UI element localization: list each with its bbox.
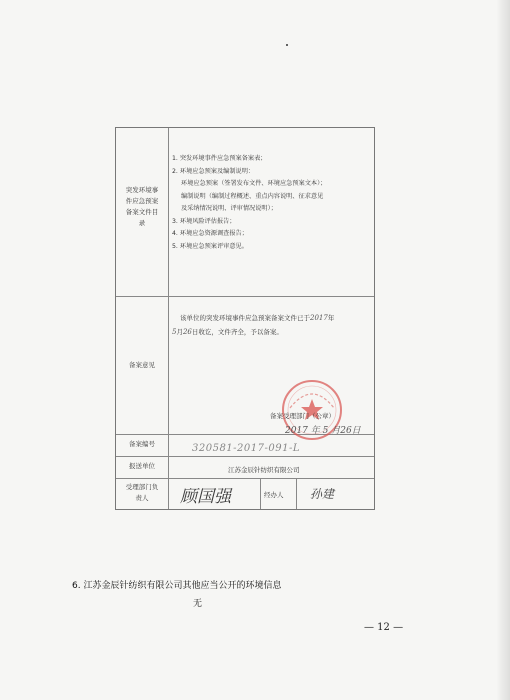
handwritten-year: 2017 bbox=[310, 314, 328, 322]
case-number-handwritten: 320581-2017-091-L bbox=[192, 443, 300, 454]
handler-divider bbox=[260, 478, 261, 509]
handwritten-month: 5 bbox=[172, 328, 177, 336]
label-line: 责人 bbox=[135, 494, 149, 502]
document-item: 4. 环境应急资源调查报告； bbox=[172, 230, 248, 237]
label-line: 受理部门负 bbox=[125, 483, 159, 491]
row-divider bbox=[116, 456, 374, 457]
page-edge-shadow bbox=[496, 0, 510, 700]
responsible-signature: 顾国强 bbox=[180, 487, 231, 507]
row-label-opinion: 备案意见 bbox=[129, 361, 155, 369]
section-heading: 6. 江苏金辰针纺织有限公司其他应当公开的环境信息 bbox=[72, 581, 282, 591]
row-label-responsible bbox=[116, 482, 168, 504]
opinion-text: 日收讫，文件齐全，予以备案。 bbox=[191, 328, 283, 336]
document-item: 环境应急预案（签署发布文件、环境应急预案文本）； bbox=[181, 180, 327, 187]
row-divider bbox=[116, 296, 374, 297]
document-item: 3. 环境风险评估报告； bbox=[172, 217, 236, 225]
document-item: 及采纳情况说明、评审情况说明）； bbox=[181, 205, 277, 212]
stamp-dept-label: 备案受理部门（公章） bbox=[270, 412, 335, 420]
scan-speck bbox=[286, 44, 288, 46]
opinion-text: 该单位的突发环境事件应急预案备案文件已于 bbox=[180, 314, 310, 322]
row-divider bbox=[116, 478, 374, 479]
handler-divider bbox=[296, 478, 297, 509]
stamp-date-handwritten: 2017 年 5 月26日 bbox=[285, 426, 361, 436]
label-line: 突发环境事 bbox=[125, 186, 159, 194]
section-content: 无 bbox=[193, 599, 203, 609]
handler-label: 经办人 bbox=[264, 491, 284, 499]
month-text: 月 bbox=[176, 328, 183, 336]
opinion-line-2 bbox=[172, 326, 283, 338]
document-item: 1. 突发环境事件应急预案备案表； bbox=[172, 155, 267, 162]
document-item: 5. 环境应急预案评审意见。 bbox=[172, 242, 248, 250]
handwritten-day: 26 bbox=[182, 328, 192, 336]
label-column-divider bbox=[168, 128, 169, 509]
label-line: 备案文件目 bbox=[125, 208, 159, 216]
opinion-line-1 bbox=[180, 312, 334, 324]
document-list bbox=[172, 153, 372, 253]
year-suffix: 年 bbox=[327, 314, 335, 322]
document-item: 编制说明（编制过程概述、重点内容说明、征求意见 bbox=[181, 192, 324, 200]
document-item: 2. 环境应急预案及编制说明： bbox=[172, 167, 255, 175]
row-label-documents bbox=[116, 185, 168, 229]
submitting-company: 江苏金辰针纺织有限公司 bbox=[228, 466, 300, 474]
page-number: — 12 — bbox=[364, 622, 404, 633]
handler-signature: 孙建 bbox=[310, 487, 335, 501]
row-label-number: 备案编号 bbox=[129, 440, 155, 448]
label-line: 录 bbox=[138, 219, 146, 227]
label-line: 件应急预案 bbox=[125, 197, 159, 205]
row-label-submitter: 报送单位 bbox=[129, 462, 155, 470]
